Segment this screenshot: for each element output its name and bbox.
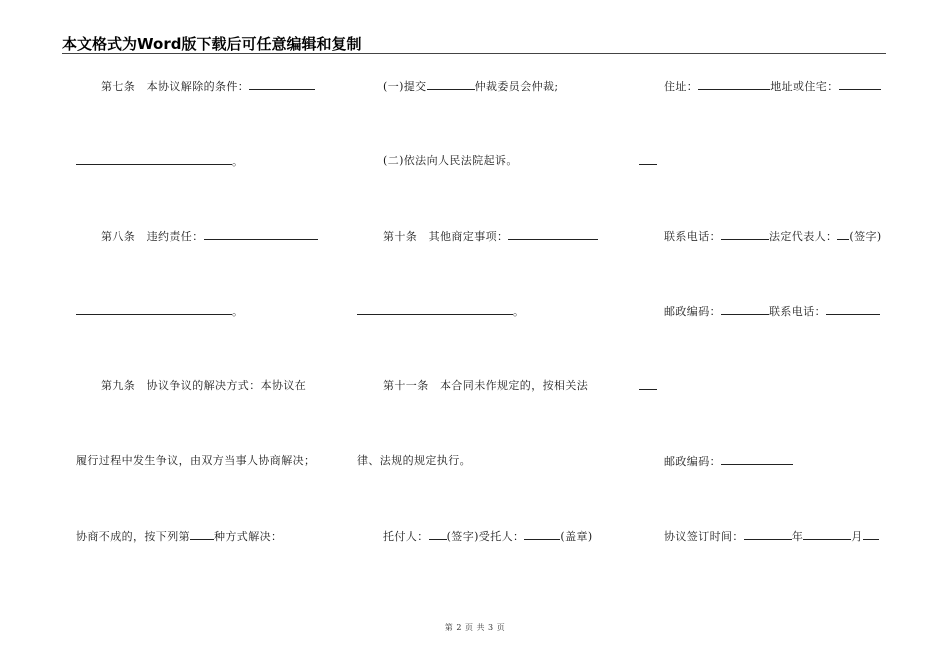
col2-lawsuit: (二)依法向人民法院起诉。 [383,154,518,167]
col3-sign-date: 协议签订时间： 年 月 [664,529,879,544]
fill-blank [826,304,880,315]
fill-blank [249,79,315,90]
document-header-title: 本文格式为Word版下载后可任意编辑和复制 [62,35,362,53]
article7-label: 第七条 本协议解除的条件： [101,80,250,93]
fill-blank [839,79,881,90]
fill-blank [76,154,232,165]
article8-label: 第八条 违约责任： [101,230,204,243]
fill-blank [863,529,879,540]
fill-blank [803,529,851,540]
fill-blank [427,79,475,90]
col1-article8 [101,229,318,244]
col3-address: 住址： 地址或住宅： [664,79,881,94]
col1-article9-cont: 履行过程中发生争议，由双方当事人协商解决； [76,454,316,467]
col1-article9-method: 协商不成的，按下列第 种方式解决： [76,530,283,543]
col1-article9: 第九条 协议争议的解决方式：本协议在 [101,379,307,392]
col1-article8-cont: 。 [76,304,243,319]
fill-blank [357,304,513,315]
fill-blank [721,229,769,240]
fill-blank [698,79,770,90]
fill-blank [508,229,598,240]
fill-blank [837,229,849,240]
fill-blank [204,229,318,240]
col2-article10 [383,229,598,244]
fill-blank [76,304,232,315]
article10-label: 第十条 其他商定事项： [383,230,509,243]
col2-article11: 第十一条 本合同未作规定的，按相关法 [383,379,589,392]
fill-blank [190,529,214,540]
col2-arbitration: (一)提交 仲裁委员会仲裁; [383,80,559,93]
col3-postal-phone: 邮政编码： 联系电话： [664,304,880,319]
fill-blank [429,529,447,540]
col3-address-cont [639,154,657,169]
fill-blank [639,379,657,390]
page-number: 第 2 页 共 3 页 [444,623,506,632]
col3-blank-cont [639,379,657,394]
col2-article11-cont: 律、法规的规定执行。 [357,454,471,467]
fill-blank [639,154,657,165]
col2-signatures: 托付人： (签字)受托人： (盖章) [383,530,593,543]
fill-blank [721,304,769,315]
col2-article10-cont: 。 [357,304,524,319]
col1-article7-cont: 。 [76,154,243,169]
col3-phone-rep: 联系电话： 法定代表人： (签字) [664,230,882,243]
fill-blank [744,529,792,540]
fill-blank [721,454,793,465]
col1-article7 [101,79,315,94]
fill-blank [524,529,560,540]
col3-postal: 邮政编码： [664,454,793,469]
header-divider [62,53,886,54]
